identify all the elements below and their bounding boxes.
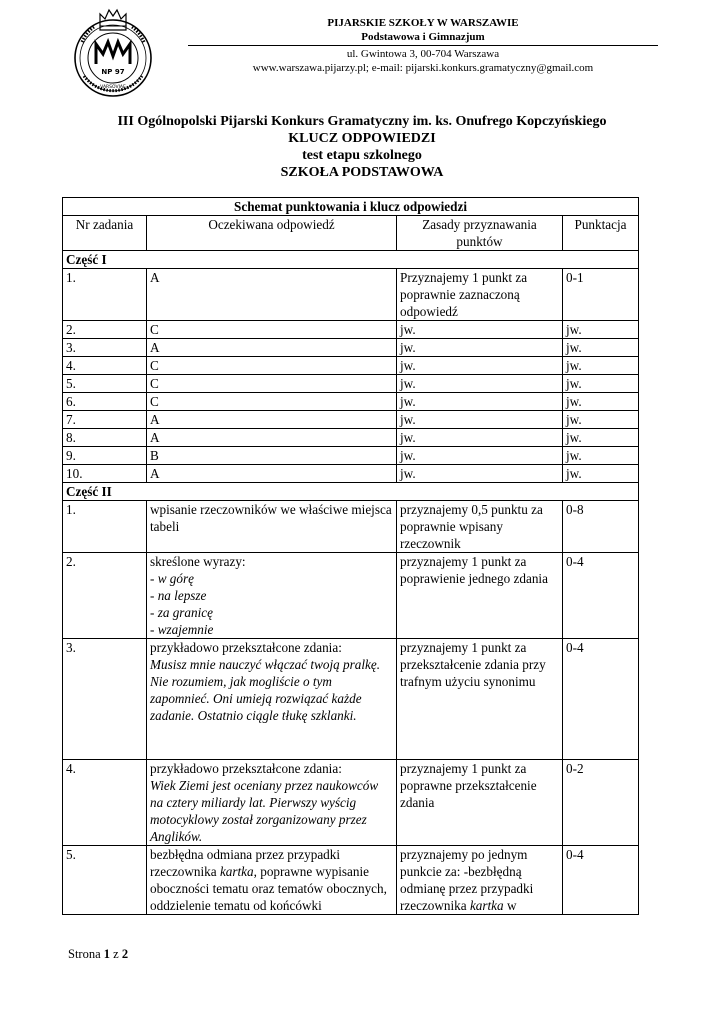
section-part-2: Część II — [63, 483, 639, 501]
cell-points: 0-8 — [563, 501, 639, 553]
cell-nr: 2. — [63, 553, 147, 639]
svg-text:VARSOVIAE: VARSOVIAE — [100, 85, 126, 90]
cell-points: 0-4 — [563, 553, 639, 639]
answer-example: Wiek Ziemi jest oceniany przez naukowców na cztery miliardy lat. Pierwszy wyścig motocyklowy został zorganizowany przez Anglików. — [150, 778, 379, 844]
cell-rule: przyznajemy 1 punkt za przekształcenie zdania przy trafnym użyciu synonimu — [397, 639, 563, 760]
cell-answer: C — [147, 393, 397, 411]
header-points: Punktacja — [563, 216, 639, 251]
header-nr: Nr zadania — [63, 216, 147, 251]
cell-nr: 8. — [63, 429, 147, 447]
cell-answer: A — [147, 429, 397, 447]
table-row — [63, 501, 639, 553]
table-caption-row — [63, 198, 639, 216]
cell-nr: 10. — [63, 465, 147, 483]
cell-rule: jw. — [397, 321, 563, 339]
cell-rule: przyznajemy 0,5 punktu za poprawnie wpisany rzeczownik — [397, 501, 563, 553]
cell-nr: 7. — [63, 411, 147, 429]
svg-text:NP 97: NP 97 — [101, 68, 125, 76]
cell-points: jw. — [563, 447, 639, 465]
cell-rule: jw. — [397, 429, 563, 447]
cell-answer: C — [147, 357, 397, 375]
cell-nr: 4. — [63, 760, 147, 846]
cell-points: jw. — [563, 393, 639, 411]
cell-rule: jw. — [397, 447, 563, 465]
cell-rule: przyznajemy 1 punkt za poprawne przekształcenie zdania — [397, 760, 563, 846]
cell-answer: A — [147, 269, 397, 321]
cell-answer: C — [147, 375, 397, 393]
answer-text: bezbłędna odmiana przez przypadki rzeczownika — [150, 847, 341, 879]
table-row — [63, 429, 639, 447]
table-row — [63, 639, 639, 760]
cell-points: jw. — [563, 411, 639, 429]
document-titles — [0, 113, 724, 181]
answer-item: - wzajemnie — [150, 622, 214, 637]
rule-word: kartka — [469, 898, 504, 913]
cell-nr: 1. — [63, 501, 147, 553]
cell-answer: A — [147, 465, 397, 483]
cell-rule: jw. — [397, 465, 563, 483]
cell-nr: 6. — [63, 393, 147, 411]
answer-item: - na lepsze — [150, 588, 207, 603]
letterhead — [188, 16, 658, 75]
cell-rule — [397, 846, 563, 915]
answer-intro: przykładowo przekształcone zdania: — [150, 761, 342, 776]
table-row — [63, 375, 639, 393]
header-divider — [188, 45, 658, 46]
school-contact: www.warszawa.pijarzy.pl; e-mail: pijarski.konkurs.gramatyczny@gmail.com — [252, 62, 594, 74]
answer-example: Musisz mnie nauczyć włączać twoją pralkę. Nie rozumiem, jak mogliście o tym zapomnieć. Oni umieją rozwiązać każde zadanie. Ostatnio ciągle tłukę szklanki. — [150, 657, 381, 723]
cell-nr: 1. — [63, 269, 147, 321]
cell-points: jw. — [563, 321, 639, 339]
cell-points: 0-2 — [563, 760, 639, 846]
table-row — [63, 339, 639, 357]
answer-word: kartka — [219, 864, 254, 879]
table-row — [63, 760, 639, 846]
cell-rule: przyznajemy 1 punkt za poprawienie jednego zdania — [397, 553, 563, 639]
cell-nr: 5. — [63, 375, 147, 393]
cell-nr: 3. — [63, 339, 147, 357]
cell-answer: A — [147, 339, 397, 357]
school-seal-logo — [62, 2, 164, 102]
table-row — [63, 393, 639, 411]
table-row — [63, 357, 639, 375]
cell-answer — [147, 760, 397, 846]
page-footer — [68, 947, 128, 962]
cell-points: 0-4 — [563, 846, 639, 915]
table-header-row — [63, 216, 639, 251]
cell-points: jw. — [563, 375, 639, 393]
answer-intro: skreślone wyrazy: — [150, 554, 246, 569]
page-number: 1 — [103, 947, 111, 961]
rule-text: w — [503, 898, 517, 913]
table-row — [63, 321, 639, 339]
cell-points: jw. — [563, 429, 639, 447]
cell-nr: 4. — [63, 357, 147, 375]
header-answer: Oczekiwana odpowiedź — [147, 216, 397, 251]
header-rules: Zasady przyznawania punktów — [397, 216, 563, 251]
cell-rule: jw. — [397, 375, 563, 393]
answer-intro: przykładowo przekształcone zdania: — [150, 640, 342, 655]
table-row — [63, 465, 639, 483]
cell-points: jw. — [563, 465, 639, 483]
answer-item: - za granicę — [150, 605, 213, 620]
table-row — [63, 553, 639, 639]
cell-rule: jw. — [397, 411, 563, 429]
school-address: ul. Gwintowa 3, 00-704 Warszawa — [346, 48, 500, 60]
cell-nr: 3. — [63, 639, 147, 760]
cell-answer: wpisanie rzeczowników we właściwe miejsca tabeli — [147, 501, 397, 553]
cell-nr: 2. — [63, 321, 147, 339]
cell-answer — [147, 639, 397, 760]
answer-item: - w górę — [150, 571, 194, 586]
cell-rule: jw. — [397, 339, 563, 357]
cell-points: jw. — [563, 339, 639, 357]
cell-rule: Przyznajemy 1 punkt za poprawnie zaznaczoną odpowiedź — [397, 269, 563, 321]
school-name: PIJARSKIE SZKOŁY W WARSZAWIE — [327, 17, 519, 29]
contest-title: III Ogólnopolski Pijarski Konkurs Gramatyczny im. ks. Onufrego Kopczyńskiego — [117, 114, 607, 129]
stage-title: test etapu szkolnego — [302, 148, 422, 163]
cell-points: 0-1 — [563, 269, 639, 321]
cell-nr: 9. — [63, 447, 147, 465]
cell-rule: jw. — [397, 357, 563, 375]
table-row — [63, 447, 639, 465]
page-separator: z — [113, 947, 119, 961]
table-row — [63, 846, 639, 915]
rule-text: przyznajemy po jednym punkcie za: -bezbłędną odmianę przez przypadki rzeczownika — [400, 847, 534, 913]
key-title: KLUCZ ODPOWIEDZI — [288, 131, 436, 146]
answer-key-table — [62, 197, 639, 915]
cell-rule: jw. — [397, 393, 563, 411]
table-caption: Schemat punktowania i klucz odpowiedzi — [63, 198, 639, 216]
section-part-1: Część I — [63, 251, 639, 269]
table-row — [63, 411, 639, 429]
cell-answer: C — [147, 321, 397, 339]
page-label: Strona — [68, 947, 101, 961]
answer-text: , poprawne wypisanie oboczności tematu oraz tematów obocznych, oddzielenie tematu od końcówki — [150, 864, 387, 913]
page-total: 2 — [121, 947, 129, 961]
section-row — [63, 483, 639, 501]
cell-answer — [147, 846, 397, 915]
cell-nr: 5. — [63, 846, 147, 915]
school-subtitle: Podstawowa i Gimnazjum — [361, 31, 485, 43]
level-title: SZKOŁA PODSTAWOWA — [280, 165, 444, 180]
cell-answer: B — [147, 447, 397, 465]
table-row — [63, 269, 639, 321]
cell-points: 0-4 — [563, 639, 639, 760]
section-row — [63, 251, 639, 269]
cell-points: jw. — [563, 357, 639, 375]
cell-answer: A — [147, 411, 397, 429]
cell-answer — [147, 553, 397, 639]
